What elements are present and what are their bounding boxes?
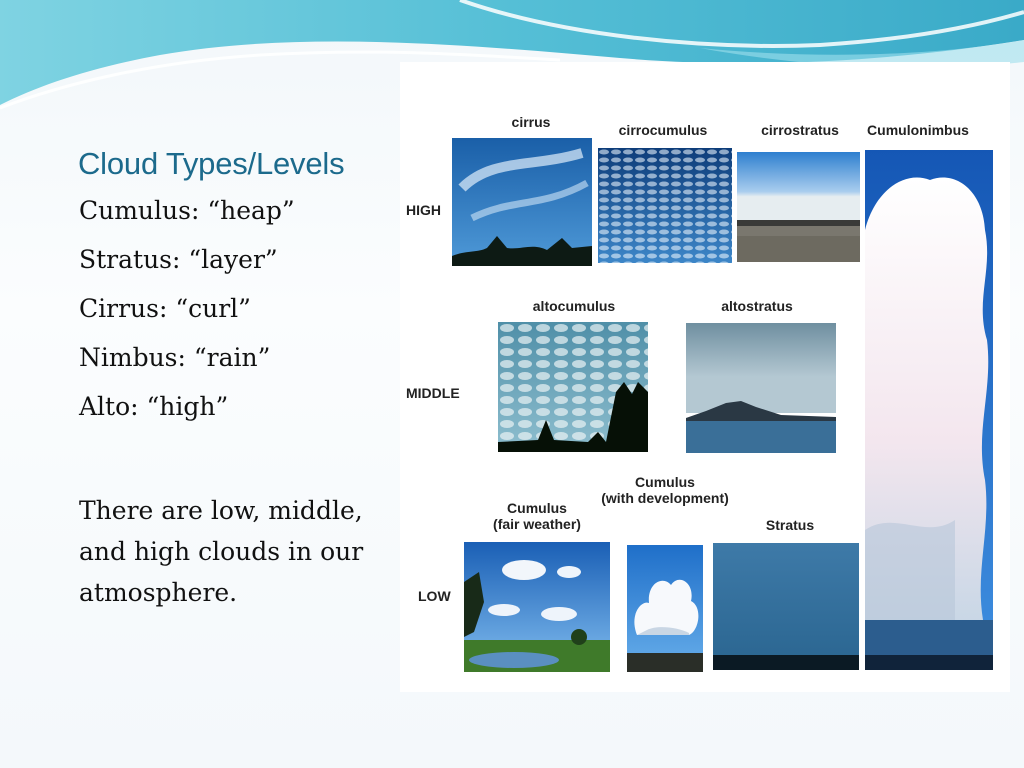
caption-cumulus-fair-line2: (fair weather) (493, 516, 581, 532)
caption-cirrocumulus: cirrocumulus (618, 122, 708, 138)
slide-title: Cloud Types/Levels (78, 146, 345, 181)
stratus-photo (713, 543, 859, 670)
level-label-high: HIGH (406, 202, 441, 218)
caption-cumulus-fair-line1: Cumulus (507, 500, 567, 516)
cirrostratus-photo (737, 152, 860, 262)
level-label-low: LOW (418, 588, 451, 604)
caption-cumulonimbus: Cumulonimbus (867, 122, 969, 138)
caption-altostratus: altostratus (721, 298, 793, 314)
bullet-cirrus: Cirrus: “curl” (79, 294, 251, 323)
altostratus-photo (686, 323, 836, 453)
caption-cumulus-development (601, 474, 729, 506)
bullet-alto: Alto: “high” (79, 392, 229, 421)
bullet-nimbus: Nimbus: “rain” (79, 343, 271, 372)
cumulus-fair-weather-photo (464, 542, 610, 672)
caption-cumulus-dev-line2: (with development) (601, 490, 729, 506)
level-label-middle: MIDDLE (406, 385, 460, 401)
summary-paragraph: There are low, middle, and high clouds in our atmosphere. (79, 496, 364, 607)
caption-cumulus-dev-line1: Cumulus (635, 474, 695, 490)
bullet-stratus: Stratus: “layer” (79, 245, 278, 274)
caption-cirrostratus: cirrostratus (761, 122, 839, 138)
altocumulus-photo (498, 322, 648, 452)
caption-cirrus: cirrus (511, 114, 551, 130)
bullet-cumulus: Cumulus: “heap” (79, 196, 295, 225)
cirrus-photo (452, 138, 592, 266)
cumulonimbus-photo (865, 150, 993, 670)
cloud-types-figure (400, 62, 1010, 692)
cirrocumulus-photo (598, 148, 732, 263)
caption-cumulus-fair (493, 500, 581, 532)
caption-altocumulus: altocumulus (532, 298, 616, 314)
caption-stratus: Stratus (765, 517, 815, 533)
cumulus-with-development-photo (627, 545, 703, 672)
